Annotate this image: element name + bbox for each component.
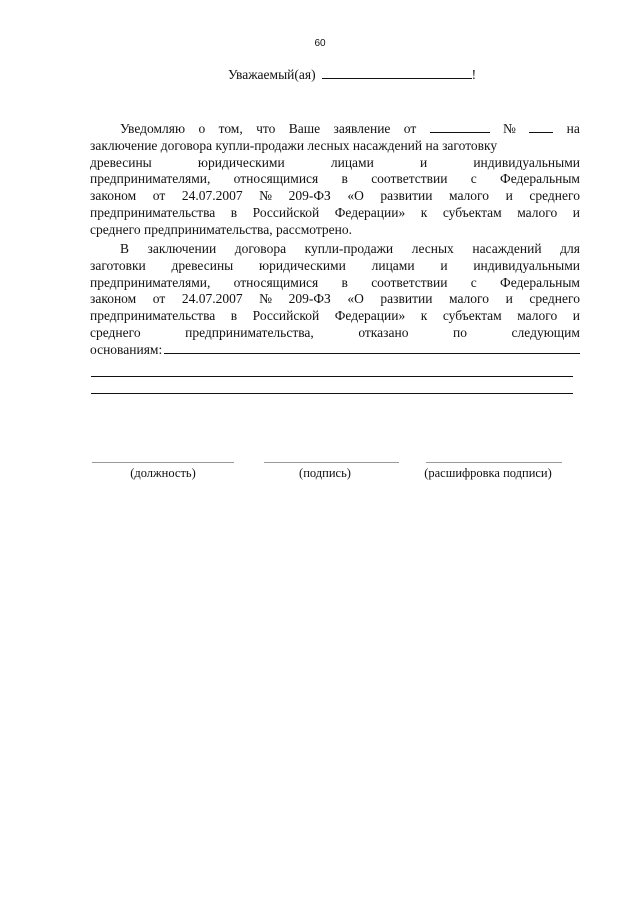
text-line	[90, 291, 580, 308]
text-line	[90, 258, 580, 275]
word: лесных	[411, 241, 454, 256]
word: от	[152, 188, 166, 204]
word: и	[505, 188, 513, 204]
word: Федеральным	[500, 171, 580, 187]
word: среднего	[529, 291, 580, 307]
word: «О	[347, 188, 364, 204]
word: юридическими	[259, 257, 346, 273]
word: малого	[449, 291, 489, 307]
word: субъектам	[442, 204, 502, 220]
text-line	[90, 171, 580, 188]
text-line	[90, 205, 580, 222]
word: от	[152, 291, 166, 307]
word: Федеральным	[500, 274, 580, 290]
greeting-exclamation: !	[471, 67, 477, 82]
word: договора	[234, 241, 287, 256]
word: индивидуальными	[473, 154, 580, 170]
word: В	[120, 241, 130, 256]
word: Ваше	[288, 121, 321, 136]
grounds-continuation-line[interactable]	[91, 393, 573, 394]
word: в	[230, 204, 238, 220]
word: отказано	[358, 324, 409, 340]
word: субъектам	[442, 308, 502, 324]
word: и	[572, 204, 580, 220]
word: и	[419, 154, 428, 170]
word: развитии	[380, 188, 433, 204]
word: малого	[517, 204, 558, 220]
text-line	[90, 188, 580, 205]
greeting-text: Уважаемый(ая)	[228, 67, 316, 82]
text-segment: среднего предпринимательства, рассмотрено.	[90, 221, 352, 237]
word: 209-ФЗ	[288, 188, 331, 204]
word: соответствии	[371, 171, 448, 187]
word: и	[505, 291, 513, 307]
word: 209-ФЗ	[288, 291, 331, 307]
word: Российской	[252, 308, 320, 324]
word: №	[259, 291, 273, 307]
word: 24.07.2007	[181, 291, 243, 307]
word: Уведомляю	[120, 121, 186, 136]
word: купли-продажи	[304, 241, 394, 256]
word: Российской	[252, 204, 320, 220]
text-line	[90, 308, 580, 325]
word: заготовки	[90, 257, 146, 273]
word: с	[470, 171, 477, 187]
word: законом	[90, 291, 137, 307]
greeting-line	[228, 66, 476, 83]
page-number: 60	[314, 38, 326, 49]
word: том,	[218, 121, 243, 136]
word: к	[420, 308, 428, 324]
word: развитии	[380, 291, 433, 307]
word: в	[341, 171, 348, 187]
text-segment: основаниям:	[90, 341, 163, 357]
word: что	[256, 121, 276, 136]
position-signature-line[interactable]	[92, 462, 234, 463]
text-line	[90, 342, 580, 359]
word: предпринимателями,	[90, 171, 211, 187]
text-line	[90, 325, 580, 342]
word: для	[560, 241, 580, 256]
word: и	[572, 308, 580, 324]
text-line	[90, 121, 580, 138]
word: предпринимательства	[90, 308, 216, 324]
word: по	[453, 324, 467, 340]
grounds-blank[interactable]	[164, 342, 580, 354]
word: и	[440, 257, 448, 273]
word: предпринимателями,	[90, 274, 211, 290]
text-segment: заключение договора купли-продажи лесных насаждений на заготовку	[90, 137, 498, 153]
word: лицами	[330, 154, 374, 170]
word: «О	[347, 291, 364, 307]
text-line	[90, 138, 580, 155]
name-decoding-label: (расшифровка подписи)	[424, 466, 552, 480]
text-line	[90, 222, 580, 239]
text-line	[90, 275, 580, 292]
word: на	[566, 121, 580, 136]
signature-label: (подпись)	[299, 466, 351, 480]
word: предпринимательства	[90, 204, 216, 220]
word: относящимися	[233, 274, 319, 290]
text-line	[90, 241, 580, 258]
word: юридическими	[197, 154, 285, 170]
word: индивидуальными	[473, 257, 580, 273]
application-date-blank[interactable]	[430, 121, 490, 133]
word: насаждений	[472, 241, 542, 256]
word: следующим	[511, 324, 580, 340]
application-number-blank[interactable]	[529, 121, 553, 133]
word: в	[230, 308, 238, 324]
word: древесины	[171, 257, 234, 273]
notice-paragraph	[90, 121, 580, 239]
word: лицами	[371, 257, 415, 273]
word: 24.07.2007	[181, 188, 243, 204]
recipient-name-blank[interactable]	[322, 66, 472, 79]
number-sign: №	[503, 121, 516, 136]
word: Федерации»	[334, 308, 406, 324]
word: Федерации»	[334, 204, 406, 220]
word: предпринимательства,	[185, 324, 314, 340]
word: среднего	[90, 324, 141, 340]
grounds-continuation-line[interactable]	[91, 376, 573, 377]
position-label: (должность)	[130, 466, 196, 480]
word: законом	[90, 188, 137, 204]
word: в	[341, 274, 348, 290]
word: от	[403, 121, 417, 136]
word: малого	[449, 188, 489, 204]
word: заключении	[147, 241, 217, 256]
word: соответствии	[371, 274, 448, 290]
word: о	[198, 121, 206, 136]
word: №	[259, 188, 273, 204]
word: с	[470, 274, 477, 290]
signature-line[interactable]	[264, 462, 399, 463]
word: среднего	[529, 188, 580, 204]
refusal-paragraph	[90, 241, 580, 359]
word: к	[420, 204, 428, 220]
word: относящимися	[233, 171, 319, 187]
text-line	[90, 155, 580, 172]
name-decoding-line[interactable]	[426, 462, 562, 463]
word: заявление	[333, 121, 391, 136]
word: малого	[517, 308, 558, 324]
word: древесины	[90, 154, 152, 170]
